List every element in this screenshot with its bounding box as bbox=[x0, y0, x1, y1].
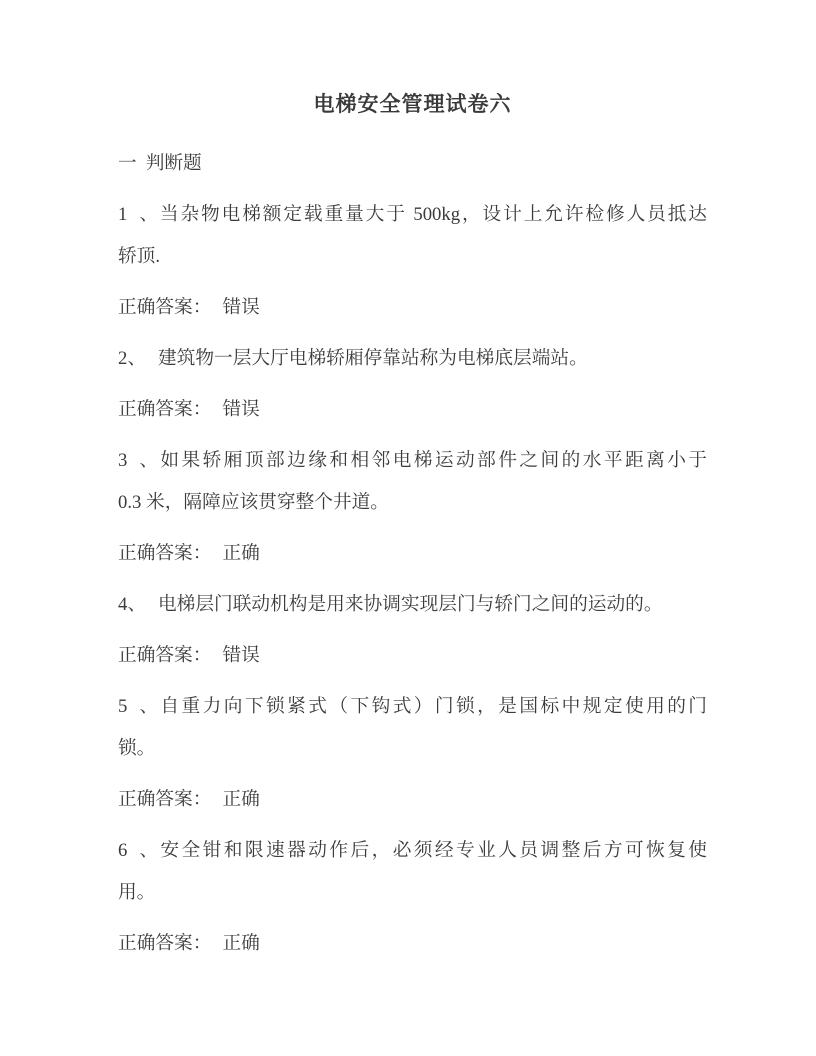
answer-5-value: 正确 bbox=[222, 789, 260, 810]
question-2-text: 建筑物一层大厅电梯轿厢停靠站称为电梯底层端站。 bbox=[158, 348, 588, 369]
answer-3 bbox=[118, 533, 707, 575]
answer-1 bbox=[118, 287, 707, 329]
answer-6-value: 正确 bbox=[222, 933, 260, 954]
answer-5 bbox=[118, 779, 707, 821]
answer-6 bbox=[118, 923, 707, 965]
question-5-line-2 bbox=[118, 728, 707, 770]
question-2-number: 2、 bbox=[118, 348, 147, 369]
question-1-number: 1、 bbox=[118, 204, 158, 225]
question-3-text-continued: 0.3 米，隔障应该贯穿整个井道。 bbox=[118, 492, 389, 513]
question-3 bbox=[118, 440, 707, 524]
answer-3-value: 正确 bbox=[222, 543, 260, 564]
question-4-text: 电梯层门联动机构是用来协调实现层门与轿门之间的运动的。 bbox=[158, 594, 663, 615]
question-1-line-2 bbox=[118, 236, 707, 278]
answer-5-label: 正确答案： bbox=[118, 789, 212, 810]
question-1-text-continued: 轿顶. bbox=[118, 246, 161, 267]
answer-4-label: 正确答案： bbox=[118, 645, 212, 666]
question-3-line-2 bbox=[118, 482, 707, 524]
question-2 bbox=[118, 338, 707, 380]
question-5-text-continued: 锁。 bbox=[118, 738, 156, 759]
section-number: 一 bbox=[118, 153, 137, 174]
question-5-number: 5、 bbox=[118, 696, 158, 717]
question-4 bbox=[118, 584, 707, 626]
answer-6-label: 正确答案： bbox=[118, 933, 212, 954]
question-6-line-2 bbox=[118, 872, 707, 914]
answer-2-value: 错误 bbox=[222, 399, 260, 420]
question-1 bbox=[118, 194, 707, 278]
question-4-line-1 bbox=[118, 584, 707, 626]
question-3-line-1 bbox=[118, 440, 707, 482]
answer-3-label: 正确答案： bbox=[118, 543, 212, 564]
question-6-line-1 bbox=[118, 830, 707, 872]
answer-4-value: 错误 bbox=[222, 645, 260, 666]
answer-1-label: 正确答案： bbox=[118, 297, 212, 318]
answer-1-value: 错误 bbox=[222, 297, 260, 318]
question-1-line-1 bbox=[118, 194, 707, 236]
answer-2 bbox=[118, 389, 707, 431]
question-5-text: 自重力向下锁紧式（下钩式）门锁，是国标中规定使用的门 bbox=[158, 696, 707, 717]
answer-2-label: 正确答案： bbox=[118, 399, 212, 420]
question-3-number: 3、 bbox=[118, 450, 158, 471]
question-6-text: 安全钳和限速器动作后，必须经专业人员调整后方可恢复使 bbox=[158, 840, 707, 861]
question-2-line-1 bbox=[118, 338, 707, 380]
question-3-text: 如果轿厢顶部边缘和相邻电梯运动部件之间的水平距离小于 bbox=[158, 450, 707, 471]
question-6-text-continued: 用。 bbox=[118, 882, 156, 903]
question-5-line-1 bbox=[118, 686, 707, 728]
question-5 bbox=[118, 686, 707, 770]
section-label: 判断题 bbox=[145, 153, 202, 174]
question-6-number: 6、 bbox=[118, 840, 158, 861]
section-heading bbox=[118, 143, 707, 185]
question-6 bbox=[118, 830, 707, 914]
question-4-number: 4、 bbox=[118, 594, 147, 615]
document-title: 电梯安全管理试卷六 bbox=[313, 92, 512, 116]
answer-4 bbox=[118, 635, 707, 677]
question-1-text: 当杂物电梯额定载重量大于 500kg，设计上允许检修人员抵达 bbox=[158, 204, 707, 225]
